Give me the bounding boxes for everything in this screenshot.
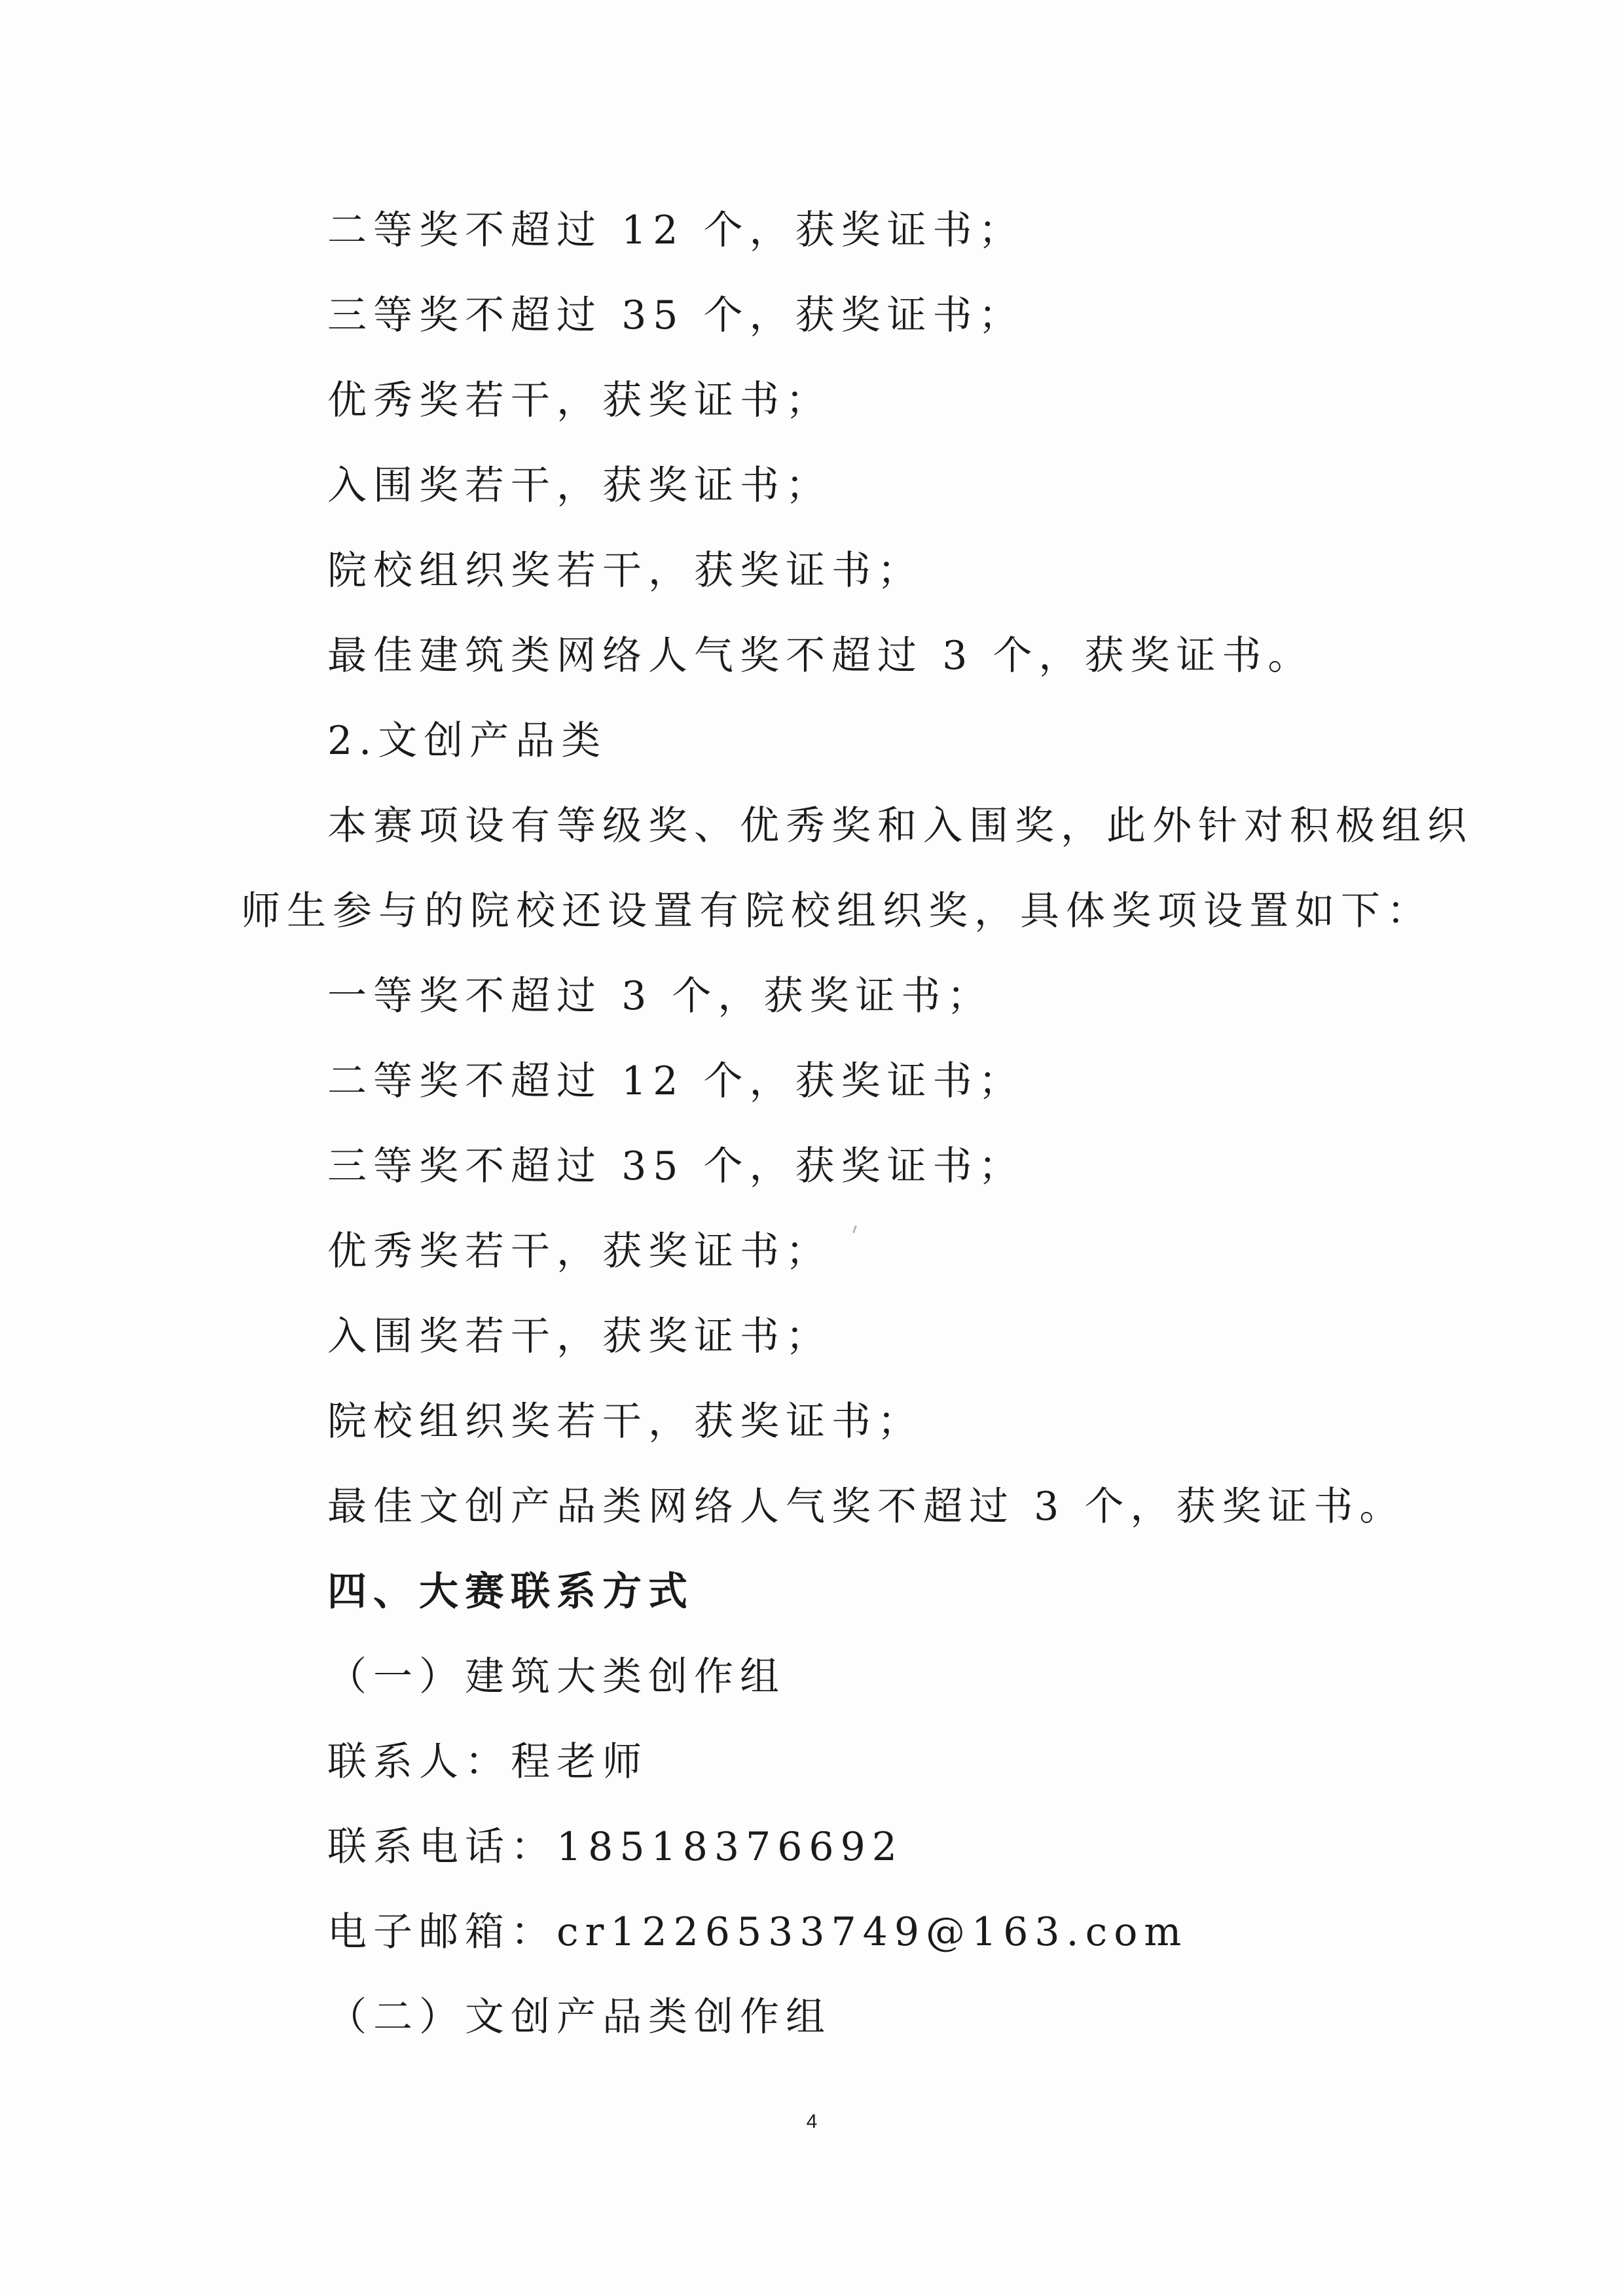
award-excellence-line: 优秀奖若干，获奖证书； [327, 1229, 831, 1274]
subheading-cultural-products-group: （二）文创产品类创作组 [327, 1994, 831, 2040]
award-first-prize-line: 一等奖不超过 3 个，获奖证书； [327, 973, 993, 1019]
award-organization-line: 院校组织奖若干，获奖证书； [327, 548, 923, 594]
section-heading-contact: 四、大赛联系方式 [327, 1569, 694, 1615]
page-number: 4 [806, 2111, 818, 2132]
scan-speck [852, 1225, 857, 1233]
award-popularity-line: 最佳文创产品类网络人气奖不超过 3 个，获奖证书。 [327, 1484, 1406, 1530]
award-second-prize-line: 二等奖不超过 12 个，获奖证书； [327, 207, 1025, 253]
contact-phone-line: 联系电话：18518376692 [327, 1824, 903, 1870]
award-finalist-line: 入围奖若干，获奖证书； [327, 463, 831, 509]
subheading-architecture-group: （一）建筑大类创作组 [327, 1654, 786, 1700]
award-finalist-line: 入围奖若干，获奖证书； [327, 1314, 831, 1359]
award-second-prize-line: 二等奖不超过 12 个，获奖证书； [327, 1058, 1025, 1104]
contact-person-line: 联系人：程老师 [327, 1739, 648, 1785]
award-third-prize-line: 三等奖不超过 35 个，获奖证书； [327, 1143, 1025, 1189]
section-heading-cultural-products: 2.文创产品类 [327, 718, 608, 764]
award-organization-line: 院校组织奖若干，获奖证书； [327, 1399, 923, 1444]
award-popularity-line: 最佳建筑类网络人气奖不超过 3 个，获奖证书。 [327, 633, 1314, 679]
award-third-prize-line: 三等奖不超过 35 个，获奖证书； [327, 293, 1025, 338]
paragraph-line: 本赛项设有等级奖、优秀奖和入围奖，此外针对积极组织 [327, 803, 1473, 849]
award-excellence-line: 优秀奖若干，获奖证书； [327, 378, 831, 423]
paragraph-line: 师生参与的院校还设置有院校组织奖，具体奖项设置如下： [241, 888, 1432, 934]
contact-email-line: 电子邮箱：cr1226533749@163.com [327, 1909, 1188, 1955]
